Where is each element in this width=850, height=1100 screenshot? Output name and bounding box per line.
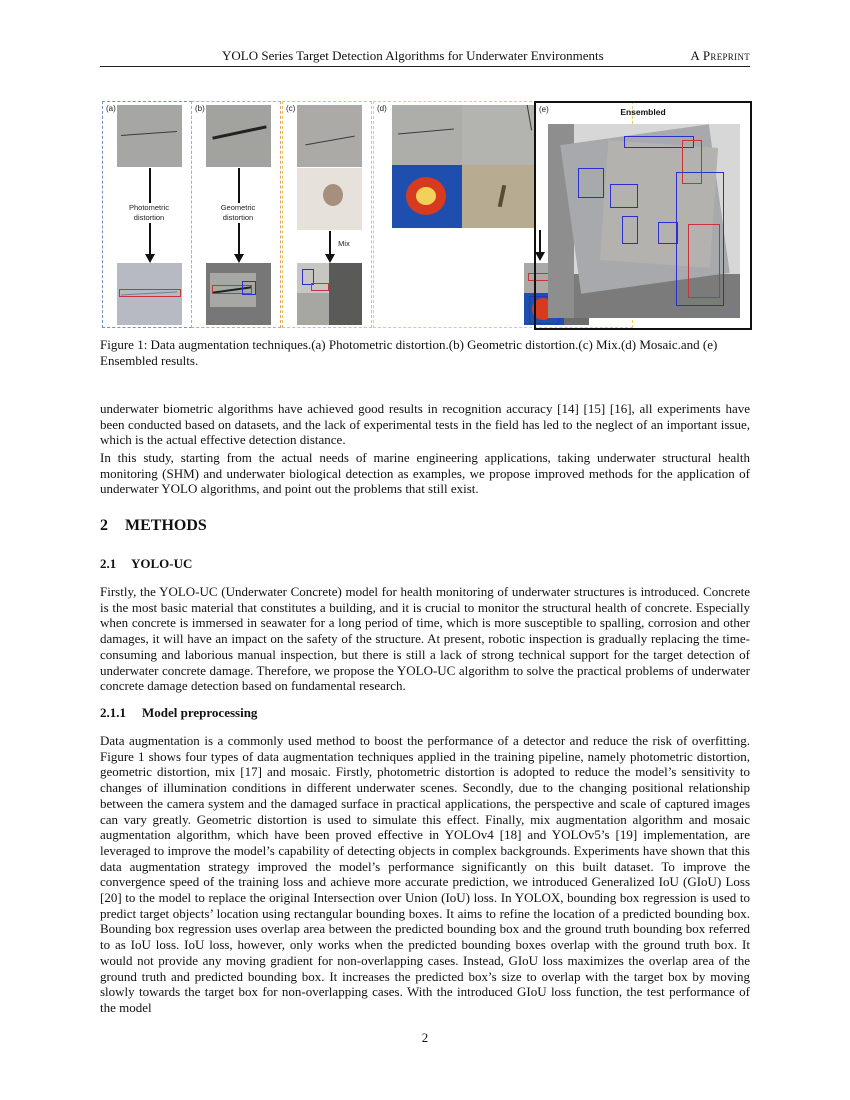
panel-c-result-image [297, 263, 362, 325]
section-2-number: 2 [100, 517, 108, 534]
section-2-1-number: 2.1 [100, 556, 117, 571]
panel-e-title: Ensembled [620, 107, 666, 117]
panel-a-transform-label: Photometric distortion [119, 203, 179, 223]
panel-b-arrow-head [234, 254, 244, 263]
paragraph-study-scope: In this study, starting from the actual needs of marine engineering applications, taking underwater structural health monitoring (SHM) and underwater biological detection as examples, we propose improved methods for the application of underwater YOLO algorithms, and point out the problems that still exist. [100, 450, 750, 497]
preprint-label: A Preprint [690, 48, 750, 63]
figure-caption: Figure 1: Data augmentation techniques.(a) Photometric distortion.(b) Geometric distortion.(c) Mix.(d) Mosaic.and (e) Ensembled results. [100, 337, 718, 368]
panel-c-arrow-head [325, 254, 335, 263]
section-2-1-title: YOLO-UC [131, 556, 193, 571]
panel-c-label: (c) [286, 104, 296, 113]
paragraph-intro-continued: underwater biometric algorithms have achieved good results in recognition accuracy [14] [15] [16], all experiments have been conducted based on datasets, and the lack of experimental tests in the field has led to the neglect of an important issue, which is the actual effective detection distance. [100, 401, 750, 448]
panel-d-label: (d) [377, 104, 387, 113]
section-2-title: METHODS [125, 517, 207, 534]
panel-c-transform-label: Mix [333, 239, 355, 249]
panel-c [282, 101, 372, 328]
panel-e [534, 101, 752, 330]
section-2-1-1-heading [100, 705, 257, 721]
paragraph-model-preprocessing: Data augmentation is a commonly used method to boost the performance of a detector and reduce the risk of overfitting. Figure 1 shows four types of data augmentation techniques applied in the training pipeline, namely photometric distortion, geometric distortion, mix [17] and mosaic. Firstly, photometric distortion is adopted to reduce the model’s sensitivity to changes of illumination conditions in different underwater scenes. Secondly, due to the changing positional relationship between the camera system and the damaged surface in practical applications, the perspective and scale of captured images can vary greatly. Geometric distortion is used to simulate this effect. Finally, mix augmentation algorithm and mosaic augmentation algorithm, which have been proved effective in YOLOv4 [18] and YOLOv5’s [19] implementation, are leveraged to improve the model’s capability of detecting objects in complex backgrounds. Experiments have shown that this data augmentation strategy improved the model’s performance significantly on this built dataset. To improve the convergence speed of the training loss and achieve more accurate prediction, we introduced Generalized IoU (GIoU) Loss [20] to the model to replace the original Intersection over Union (IoU) loss. In YOLOX, bounding box regression is used to predict target objects’ location using rectangular bounding boxes. It aims to refine the location of a predicted bounding box. Bounding box regression uses overlap area between the predicted bounding box and the ground truth bounding box referred to as IoU loss. IoU loss, however, only works when the predicted bounding boxes overlap with the ground truth box. It would not provide any moving gradient for non-overlapping cases. Instead, GIoU loss maximizes the overlap area of the ground truth and predicted bounding box. It increases the predicted box’s size to overlap with the target box by moving slowly towards the target box for non-overlapping cases. With the introduced GIoU loss function, the test performance of the model [100, 733, 750, 1015]
panel-d-source-image-2 [462, 105, 534, 165]
panel-b-result-image [206, 263, 271, 325]
section-2-1-heading [100, 556, 192, 572]
section-2-1-1-number: 2.1.1 [100, 705, 126, 720]
panel-d-source-image-1 [392, 105, 462, 165]
panel-c-mix-image [297, 168, 362, 230]
panel-a [102, 101, 192, 328]
panel-e-label: (e) [539, 105, 549, 114]
figure-1 [100, 100, 751, 330]
panel-d-source-image-3 [392, 165, 462, 228]
panel-a-source-image [117, 105, 182, 167]
panel-e-ensembled-image [548, 124, 740, 318]
panel-b-transform-label: Geometric distortion [208, 203, 268, 223]
panel-a-arrow-head [145, 254, 155, 263]
panel-b-source-image [206, 105, 271, 167]
panel-d-source-image-4 [462, 165, 534, 228]
panel-c-arrow [329, 231, 331, 256]
running-title: YOLO Series Target Detection Algorithms for Underwater Environments [222, 48, 604, 63]
header-rule [100, 66, 750, 67]
section-2-heading [100, 517, 207, 535]
page-number: 2 [421, 1030, 429, 1045]
panel-c-source-image [297, 105, 362, 167]
panel-a-label: (a) [106, 104, 116, 113]
running-header [100, 48, 750, 66]
panel-a-result-image [117, 263, 182, 325]
section-2-1-1-title: Model preprocessing [142, 705, 258, 720]
paragraph-yolo-uc: Firstly, the YOLO-UC (Underwater Concrete) model for health monitoring of underwater structures is introduced. Concrete is the most basic material that constitutes a building, and it is crucial to monitor the structural health of concrete. Especially when concrete is immersed in seawater for a long period of time, which is more susceptible to spalling, corrosion and other damages, it will have an impact on the safety of the structure. At present, robotic inspection is gradually replacing the time-consuming and laborious manual inspection, but there is still a lack of strong technical support for the target detection of underwater concrete damage. Therefore, we propose the YOLO-UC algorithm to solve the practical problems of underwater concrete damage detection based on fundamental research. [100, 584, 750, 694]
panel-b-label: (b) [195, 104, 205, 113]
panel-b [191, 101, 281, 328]
